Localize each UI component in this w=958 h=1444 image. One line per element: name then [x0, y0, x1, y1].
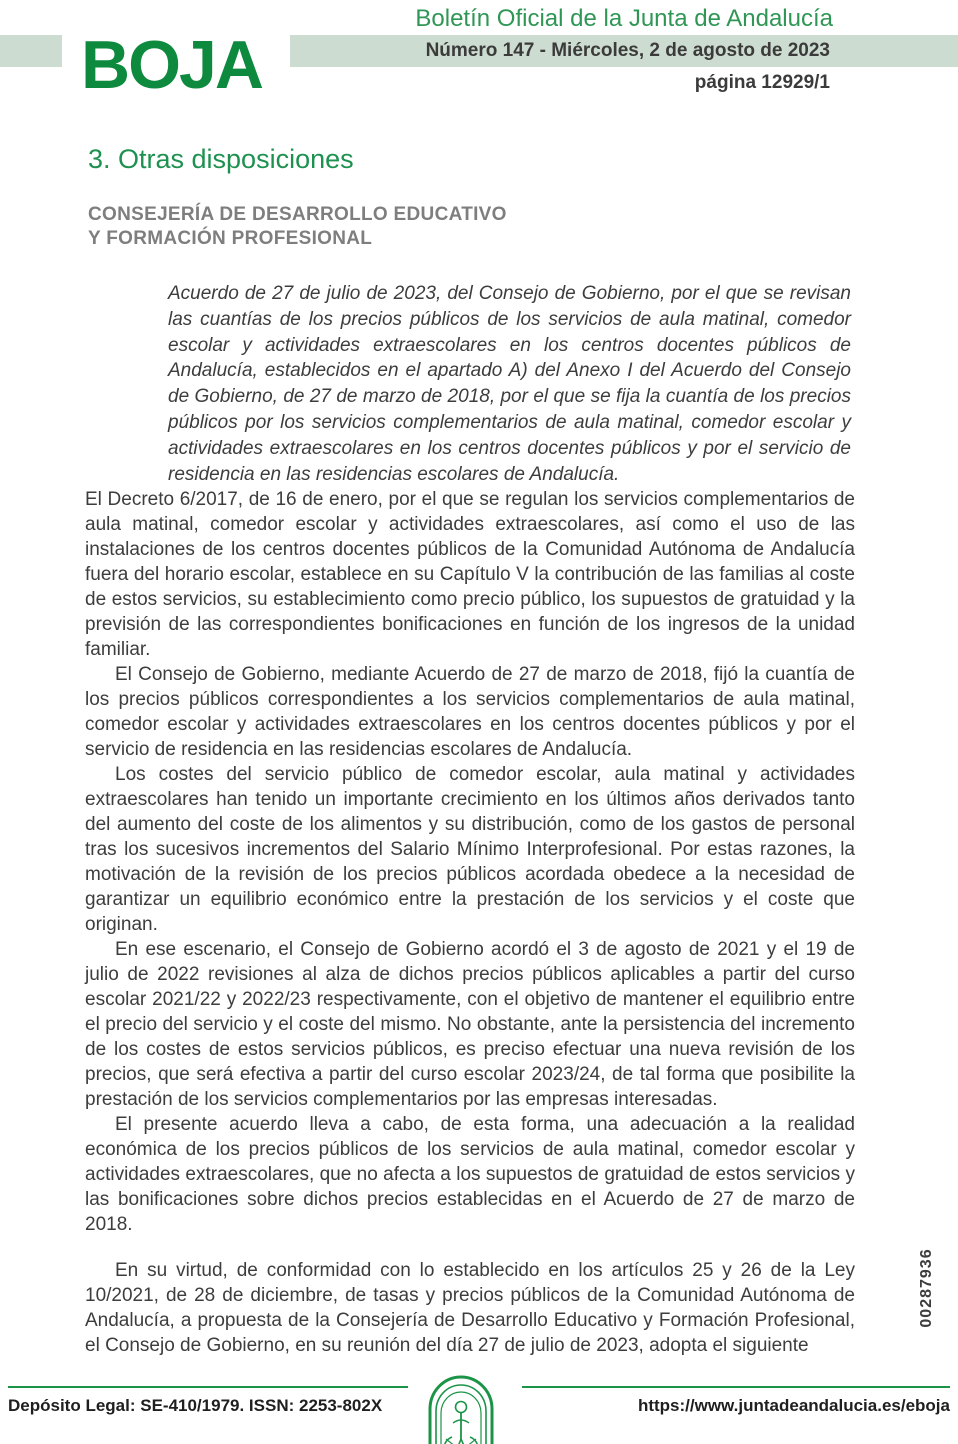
issue-number-date: Número 147 - Miércoles, 2 de agosto de 2023 — [425, 40, 830, 61]
page-number: página 12929/1 — [694, 72, 830, 93]
authority-line-2: Y FORMACIÓN PROFESIONAL — [88, 227, 373, 249]
authority-heading — [88, 203, 507, 250]
body-paragraph: En su virtud, de conformidad con lo establecido en los artículos 25 y 26 de la Ley 10/2021, de 28 de diciembre, de tasas y precios públicos de la Comunidad Autónoma de Andalucía, a propuesta de la Consejería de Desarrollo Educativo y Formación Profesional, el Consejo de Gobierno, en su reunión del día 27 de julio de 2023, adopta el siguiente — [85, 1260, 855, 1356]
eboja-url-link[interactable]: https://www.juntadeandalucia.es/eboja — [637, 1396, 950, 1415]
boja-logo: BOJA — [81, 27, 262, 103]
authority-line-1: CONSEJERÍA DE DESARROLLO EDUCATIVO — [88, 204, 507, 225]
junta-de-andalucia-emblem-icon — [424, 1367, 498, 1444]
deposit-legal-text: Depósito Legal: SE-410/1979. ISSN: 2253-802X — [8, 1396, 383, 1415]
body-paragraph: Los costes del servicio público de comedor escolar, aula matinal y actividades extraescolares han tenido un importante crecimiento en los últimos años derivados tanto del aumento del coste de los alimentos y su distribución, como de los gastos de personal tras los sucesivos incrementos del Salario Mínimo Interprofesional. Por estas razones, la motivación de la revisión de los precios públicos acordada obedece a la necesidad de garantizar un equilibrio económico entre la prestación de los servicios y el coste que originan. — [85, 764, 855, 935]
body-paragraph: El Consejo de Gobierno, mediante Acuerdo de 27 de marzo de 2018, fijó la cuantía de los precios públicos correspondientes a los servicios complementarios de aula matinal, comedor escolar y actividades extraescolares en los centros docentes públicos y por el servicio de residencia en las residencias escolares de Andalucía. — [85, 664, 855, 760]
body-text — [85, 487, 855, 1358]
footer-rule-right — [522, 1386, 950, 1388]
section-heading: 3. Otras disposiciones — [88, 144, 354, 174]
bulletin-title: Boletín Oficial de la Junta de Andalucía — [415, 5, 833, 32]
body-paragraph: El Decreto 6/2017, de 16 de enero, por el que se regulan los servicios complementarios de aula matinal, comedor escolar y actividades extraescolares, así como el uso de las instalaciones de los centros docentes públicos de la Comunidad Autónoma de Andalucía fuera del horario escolar, establece en su Capítulo V la contribución de las familias al coste de estos servicios, su establecimiento como precio público, los supuestos de gratuidad y la previsión de las correspondientes bonificaciones en función de los ingresos de la unidad familiar. — [85, 489, 855, 660]
header-left-band — [0, 35, 62, 67]
abstract-paragraph: Acuerdo de 27 de julio de 2023, del Consejo de Gobierno, por el que se revisan las cuantías de los precios públicos de los servicios de aula matinal, comedor escolar y actividades extraescolares en los centros docentes públicos de Andalucía, establecidos en el apartado A) del Anexo I del Acuerdo del Consejo de Gobierno, de 27 de marzo de 2018, por el que se fija la cuantía de los precios públicos por los servicios complementarios de aula matinal, comedor escolar y actividades extraescolares en los centros docentes públicos y por el servicio de residencia en las residencias escolares de Andalucía. — [168, 283, 851, 485]
header-issue-band — [290, 35, 958, 67]
footer-rule-left — [8, 1386, 408, 1388]
body-paragraph: En ese escenario, el Consejo de Gobierno acordó el 3 de agosto de 2021 y el 19 de julio de 2022 revisiones al alza de dichos precios públicos aplicables a partir del curso escolar 2021/22 y 2022/23 respectivamente, con el objetivo de mantener el equilibrio entre el precio del servicio y el coste del mismo. No obstante, ante la persistencia del incremento de los costes de estos servicios públicos, es preciso efectuar una nueva revisión de los precios, que será efectiva a partir del curso escolar 2023/24, de tal forma que posibilite la prestación de los servicios complementarios por las empresas interesadas. — [85, 939, 855, 1110]
body-paragraph: El presente acuerdo lleva a cabo, de esta forma, una adecuación a la realidad económica de los precios públicos de los servicios de aula matinal, comedor escolar y actividades extraescolares, que no afecta a los supuestos de gratuidad de estos servicios y las bonificaciones sobre dichos precios establecidas en el Acuerdo de 27 de marzo de 2018. — [85, 1114, 855, 1235]
registry-number-vertical: 00287936 — [918, 1248, 935, 1328]
